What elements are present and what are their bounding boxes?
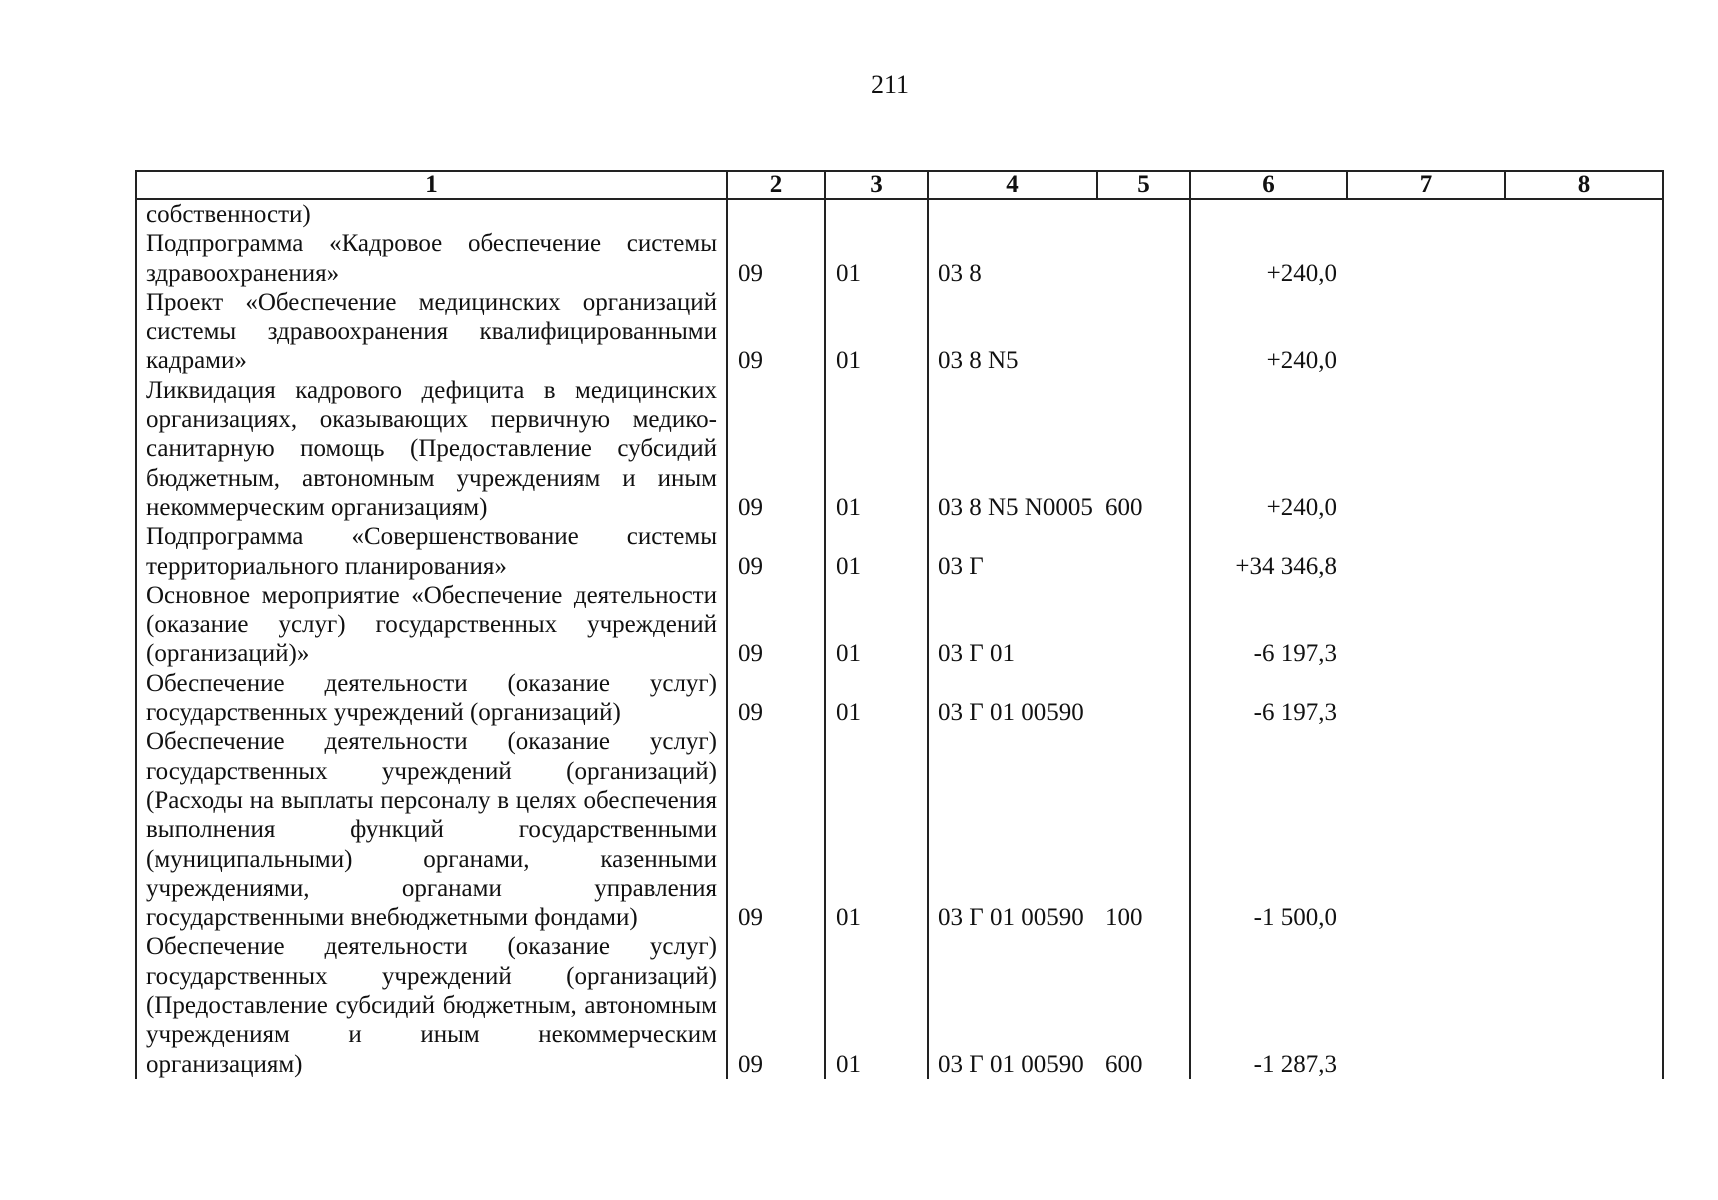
row-expense-type: [1097, 669, 1190, 728]
row-col-7: [1347, 376, 1505, 522]
row-description: Основное мероприятие «Обеспечение деятельности (оказание услуг) государственных учреждений (организаций)»: [136, 581, 727, 669]
row-description: Обеспечение деятельности (оказание услуг) государственных учреждений (организаций) (Предоставление субсидий бюджетным, автономным учреждениям и иным некоммерческим организациям): [136, 932, 727, 1078]
header-col-3: 3: [825, 171, 928, 199]
header-col-5: 5: [1097, 171, 1190, 199]
row-col-8: [1505, 932, 1663, 1078]
row-expense-type: [1097, 581, 1190, 669]
table-row: [136, 522, 1663, 581]
table-row: [136, 669, 1663, 728]
row-expense-type: [1097, 229, 1190, 288]
row-section-code: 09: [727, 727, 825, 932]
row-col-8: [1505, 199, 1663, 229]
row-subsection-code: 01: [825, 932, 928, 1078]
table-header: [136, 171, 1663, 199]
row-expense-type: 600: [1097, 376, 1190, 522]
header-col-7: 7: [1347, 171, 1505, 199]
row-target-code: 03 Г 01 00590: [928, 669, 1097, 728]
header-col-2: 2: [727, 171, 825, 199]
row-target-code: 03 Г 01 00590: [928, 727, 1097, 932]
row-section-code: 09: [727, 522, 825, 581]
row-section-code: 09: [727, 932, 825, 1078]
row-section-code: 09: [727, 376, 825, 522]
header-col-8: 8: [1505, 171, 1663, 199]
row-col-8: [1505, 669, 1663, 728]
header-col-1: 1: [136, 171, 727, 199]
row-expense-type: [1097, 522, 1190, 581]
row-expense-type: 600: [1097, 932, 1190, 1078]
row-subsection-code: 01: [825, 727, 928, 932]
row-subsection-code: 01: [825, 229, 928, 288]
row-description: Ликвидация кадрового дефицита в медицинских организациях, оказывающих первичную медико-санитарную помощь (Предоставление субсидий бюджетным, автономным учреждениям и иным некоммерческим организациям): [136, 376, 727, 522]
row-col-8: [1505, 581, 1663, 669]
row-col-7: [1347, 522, 1505, 581]
row-description: Обеспечение деятельности (оказание услуг) государственных учреждений (организаций): [136, 669, 727, 728]
row-col-7: [1347, 199, 1505, 229]
row-col-7: [1347, 581, 1505, 669]
row-amount: -6 197,3: [1190, 581, 1347, 669]
row-amount: -6 197,3: [1190, 669, 1347, 728]
row-subsection-code: 01: [825, 669, 928, 728]
table-row: [136, 932, 1663, 1078]
row-description: Подпрограмма «Кадровое обеспечение системы здравоохранения»: [136, 229, 727, 288]
row-amount: +240,0: [1190, 288, 1347, 376]
row-subsection-code: [825, 199, 928, 229]
row-section-code: 09: [727, 669, 825, 728]
row-col-8: [1505, 522, 1663, 581]
row-expense-type: [1097, 288, 1190, 376]
row-expense-type: [1097, 199, 1190, 229]
row-expense-type: 100: [1097, 727, 1190, 932]
row-amount: +34 346,8: [1190, 522, 1347, 581]
table-row: [136, 229, 1663, 288]
row-description: собственности): [136, 199, 727, 229]
row-amount: +240,0: [1190, 376, 1347, 522]
table-row: [136, 581, 1663, 669]
header-col-6: 6: [1190, 171, 1347, 199]
table-row: [136, 288, 1663, 376]
row-section-code: 09: [727, 581, 825, 669]
row-target-code: [928, 199, 1097, 229]
row-col-8: [1505, 727, 1663, 932]
row-target-code: 03 Г 01: [928, 581, 1097, 669]
row-description: Подпрограмма «Совершенствование системы территориального планирования»: [136, 522, 727, 581]
row-target-code: 03 8 N5: [928, 288, 1097, 376]
row-target-code: 03 8: [928, 229, 1097, 288]
row-col-7: [1347, 669, 1505, 728]
header-col-4: 4: [928, 171, 1097, 199]
table-row: [136, 199, 1663, 229]
row-target-code: 03 8 N5 N0005: [928, 376, 1097, 522]
row-col-8: [1505, 229, 1663, 288]
row-description: Обеспечение деятельности (оказание услуг) государственных учреждений (организаций) (Расходы на выплаты персоналу в целях обеспечения выполнения функций государственными (муниципальными) органами, казенными учреждениями, органами управления государственными внебюджетными фондами): [136, 727, 727, 932]
row-target-code: 03 Г 01 00590: [928, 932, 1097, 1078]
row-subsection-code: 01: [825, 376, 928, 522]
row-amount: -1 500,0: [1190, 727, 1347, 932]
row-col-8: [1505, 288, 1663, 376]
row-target-code: 03 Г: [928, 522, 1097, 581]
row-col-7: [1347, 229, 1505, 288]
row-subsection-code: 01: [825, 522, 928, 581]
row-amount: [1190, 199, 1347, 229]
row-amount: +240,0: [1190, 229, 1347, 288]
page-number: 211: [870, 70, 910, 99]
row-section-code: 09: [727, 229, 825, 288]
row-subsection-code: 01: [825, 288, 928, 376]
row-amount: -1 287,3: [1190, 932, 1347, 1078]
row-col-7: [1347, 932, 1505, 1078]
row-section-code: [727, 199, 825, 229]
row-description: Проект «Обеспечение медицинских организаций системы здравоохранения квалифицированными кадрами»: [136, 288, 727, 376]
row-col-8: [1505, 376, 1663, 522]
budget-table-container: [135, 170, 1662, 1079]
table-body: [136, 199, 1663, 1079]
row-col-7: [1347, 288, 1505, 376]
table-row: [136, 727, 1663, 932]
budget-table: [135, 170, 1664, 1079]
row-col-7: [1347, 727, 1505, 932]
table-row: [136, 376, 1663, 522]
header-row: [136, 171, 1663, 199]
row-section-code: 09: [727, 288, 825, 376]
row-subsection-code: 01: [825, 581, 928, 669]
